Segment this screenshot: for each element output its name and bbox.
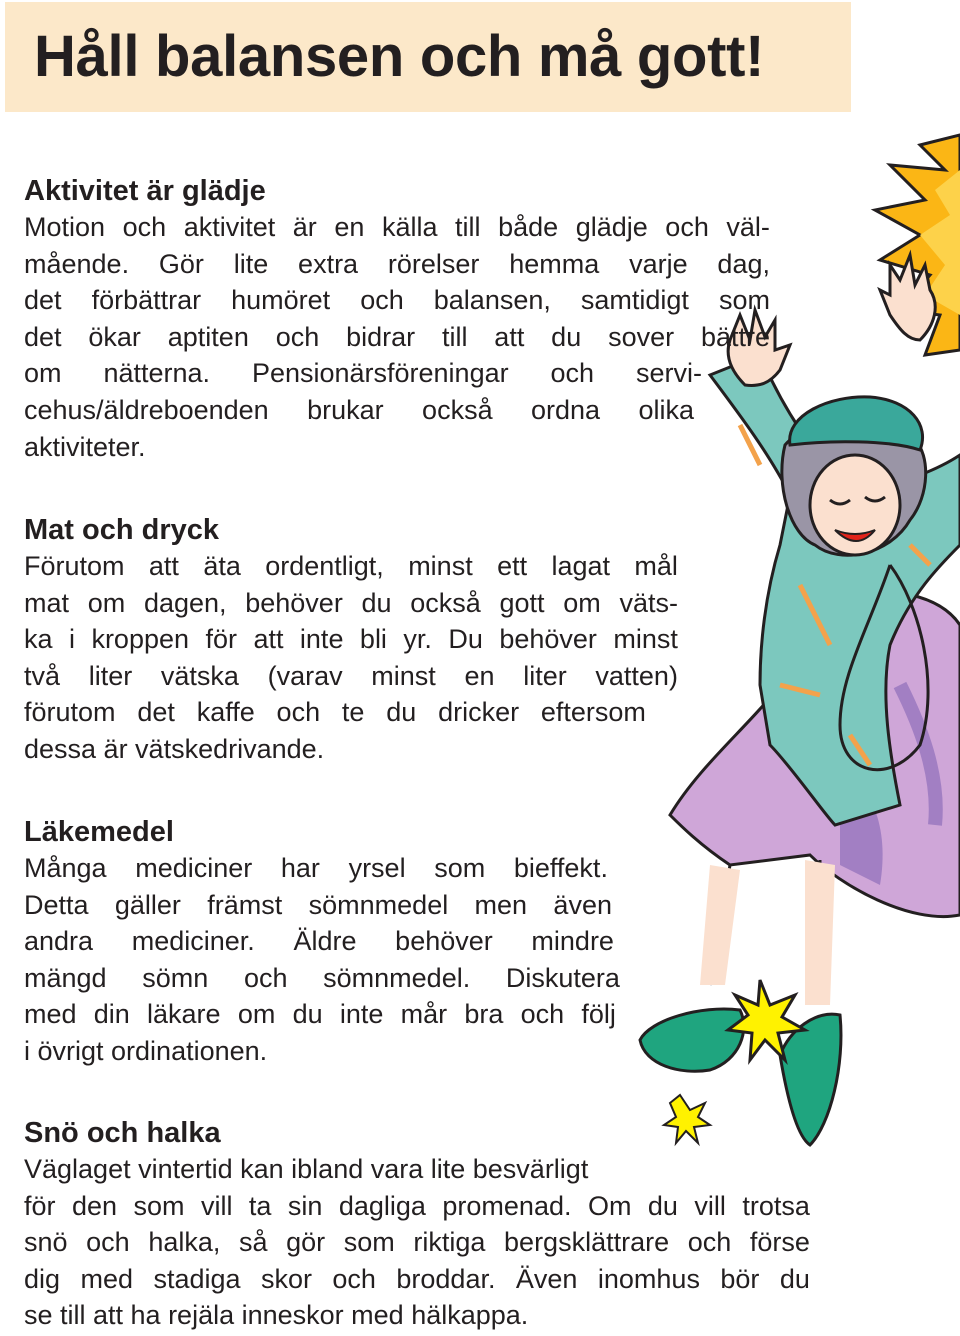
text-line: dessa är vätskedrivande. [24, 733, 325, 764]
section-sno-och-halka [24, 1115, 814, 1334]
section-lakemedel [24, 814, 620, 1070]
left-shoe-shape [640, 1009, 744, 1071]
text-line: dig med stadiga skor och broddar. Även inomhus bör du [24, 1263, 810, 1294]
section-heading: Aktivitet är glädje [24, 175, 266, 207]
text-line: det förbättrar humöret och balansen, samtidigt som [24, 285, 770, 316]
text-line: se till att ha rejäla inneskor med hälkappa. [24, 1300, 529, 1331]
text-line: med din läkare om du inte mår bra och följ [24, 999, 616, 1030]
text-line: mat om dagen, behöver du också gott om väts- [24, 587, 678, 618]
text-line: snö och halka, så gör som riktiga bergsklättrare och förse [24, 1227, 810, 1258]
text-line: förutom det kaffe och te du dricker eftersom [24, 697, 646, 728]
text-line: två liter vätska (varav minst en liter vatten) [24, 660, 678, 691]
right-hand-shape [880, 255, 935, 340]
text-line: det ökar aptiten och bidrar till att du sover bättre [24, 321, 770, 352]
hat-shape [790, 397, 923, 450]
text-line: ka i kroppen för att inte bli yr. Du behöver minst [24, 624, 678, 655]
text-line: om nätterna. Pensionärsföreningar och servi- [24, 358, 702, 389]
text-line: aktiviteter. [24, 431, 146, 462]
text-line: Förutom att äta ordentligt, minst ett lagat mål [24, 551, 678, 581]
text-line: i övrigt ordinationen. [24, 1035, 268, 1066]
section-mat-och-dryck [24, 512, 678, 768]
text-line: andra mediciner. Äldre behöver mindre [24, 926, 614, 957]
text-line: för den som vill ta sin dagliga promenad. Om du vill trotsa [24, 1190, 810, 1221]
page-title: Håll balansen och må gott! [34, 24, 765, 89]
text-line: mängd sömn och sömnmedel. Diskutera [24, 962, 620, 993]
text-line: cehus/äldreboenden brukar också ordna olika [24, 394, 694, 425]
section-heading: Läkemedel [24, 816, 174, 848]
text-line: Många mediciner har yrsel som bieffekt. [24, 853, 608, 883]
section-heading: Snö och halka [24, 1117, 221, 1149]
text-line: Motion och aktivitet är en källa till både glädje och väl- [24, 212, 770, 242]
text-line: Detta gäller främst sömnmedel men även [24, 889, 612, 920]
text-line: mående. Gör lite extra rörelser hemma varje dag, [24, 248, 770, 279]
section-heading: Mat och dryck [24, 514, 219, 546]
section-aktivitet [24, 173, 770, 465]
text-line: Väglaget vintertid kan ibland vara lite besvärligt [24, 1154, 589, 1184]
